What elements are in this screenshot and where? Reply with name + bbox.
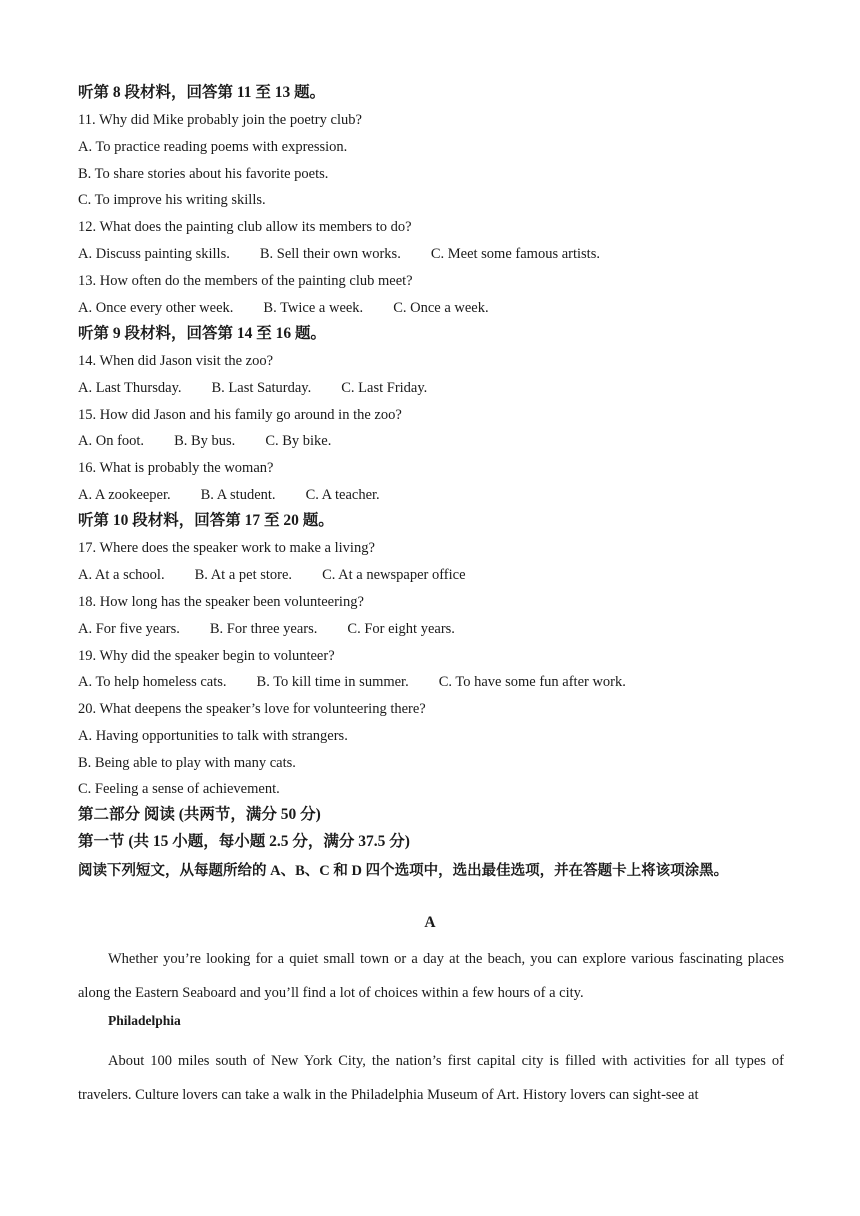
options-18 <box>78 620 455 638</box>
question-17: 17. Where does the speaker work to make a living? <box>78 540 375 556</box>
option-11a: A. To practice reading poems with expression. <box>78 139 348 155</box>
option-12a: A. Discuss painting skills. <box>78 246 230 262</box>
option-20b: B. Being able to play with many cats. <box>78 755 296 771</box>
option-17a: A. At a school. <box>78 567 165 583</box>
option-19b: B. To kill time in summer. <box>256 674 409 690</box>
option-20c: C. Feeling a sense of achievement. <box>78 781 280 797</box>
option-16b: B. A student. <box>200 487 276 503</box>
option-15b: B. By bus. <box>174 433 236 449</box>
options-13 <box>78 299 489 317</box>
passage-intro: Whether you’re looking for a quiet small town or a day at the beach, you can explore various fascinating places along the Eastern Seaboard and you’ll find a lot of choices within a few hours of a city. <box>78 951 784 1001</box>
option-18a: A. For five years. <box>78 621 180 637</box>
option-19c: C. To have some fun after work. <box>438 674 626 690</box>
option-13c: C. Once a week. <box>393 300 489 316</box>
question-12: 12. What does the painting club allow its members to do? <box>78 219 412 235</box>
options-16 <box>78 486 380 504</box>
part2-title: 第二部分 阅读 (共两节，满分 50 分) <box>78 806 321 823</box>
option-20a: A. Having opportunities to talk with strangers. <box>78 728 348 744</box>
option-16c: C. A teacher. <box>305 487 380 503</box>
options-15 <box>78 432 331 450</box>
question-15: 15. How did Jason and his family go around in the zoo? <box>78 407 402 423</box>
passage-subheading: Philadelphia <box>108 1013 181 1028</box>
option-11b: B. To share stories about his favorite poets. <box>78 166 329 182</box>
options-12 <box>78 245 600 263</box>
option-17b: B. At a pet store. <box>194 567 293 583</box>
question-11: 11. Why did Mike probably join the poetry club? <box>78 112 362 128</box>
option-13a: A. Once every other week. <box>78 300 234 316</box>
section-header-9: 听第 9 段材料，回答第 14 至 16 题。 <box>78 325 327 342</box>
option-14b: B. Last Saturday. <box>211 380 312 396</box>
option-12b: B. Sell their own works. <box>259 246 401 262</box>
part2-section1: 第一节 (共 15 小题，每小题 2.5 分，满分 37.5 分) <box>78 833 410 850</box>
option-19a: A. To help homeless cats. <box>78 674 227 690</box>
question-19: 19. Why did the speaker begin to volunteer? <box>78 648 335 664</box>
part2-instruction: 阅读下列短文，从每题所给的 A、B、C 和 D 四个选项中，选出最佳选项，并在答题卡上将该项涂黑。 <box>78 863 729 879</box>
options-19 <box>78 673 626 691</box>
options-14 <box>78 379 427 397</box>
option-18b: B. For three years. <box>209 621 318 637</box>
options-17 <box>78 566 466 584</box>
passage-label: A <box>424 914 436 931</box>
option-16a: A. A zookeeper. <box>78 487 171 503</box>
option-12c: C. Meet some famous artists. <box>430 246 600 262</box>
option-13b: B. Twice a week. <box>263 300 364 316</box>
question-16: 16. What is probably the woman? <box>78 460 274 476</box>
option-11c: C. To improve his writing skills. <box>78 192 266 208</box>
option-17c: C. At a newspaper office <box>322 567 466 583</box>
question-14: 14. When did Jason visit the zoo? <box>78 353 274 369</box>
option-15c: C. By bike. <box>265 433 332 449</box>
option-15a: A. On foot. <box>78 433 145 449</box>
question-13: 13. How often do the members of the painting club meet? <box>78 273 413 289</box>
option-14a: A. Last Thursday. <box>78 380 182 396</box>
passage-paragraph-1: About 100 miles south of New York City, the nation’s first capital city is filled with activities for all types of travelers. Culture lovers can take a walk in the Philadelphia Museum of Art. History lovers can sight-see at <box>78 1053 784 1103</box>
option-14c: C. Last Friday. <box>341 380 428 396</box>
question-18: 18. How long has the speaker been volunteering? <box>78 594 364 610</box>
question-20: 20. What deepens the speaker’s love for volunteering there? <box>78 701 426 717</box>
section-header-10: 听第 10 段材料，回答第 17 至 20 题。 <box>78 512 334 529</box>
option-18c: C. For eight years. <box>347 621 455 637</box>
section-header-8: 听第 8 段材料，回答第 11 至 13 题。 <box>78 84 326 101</box>
